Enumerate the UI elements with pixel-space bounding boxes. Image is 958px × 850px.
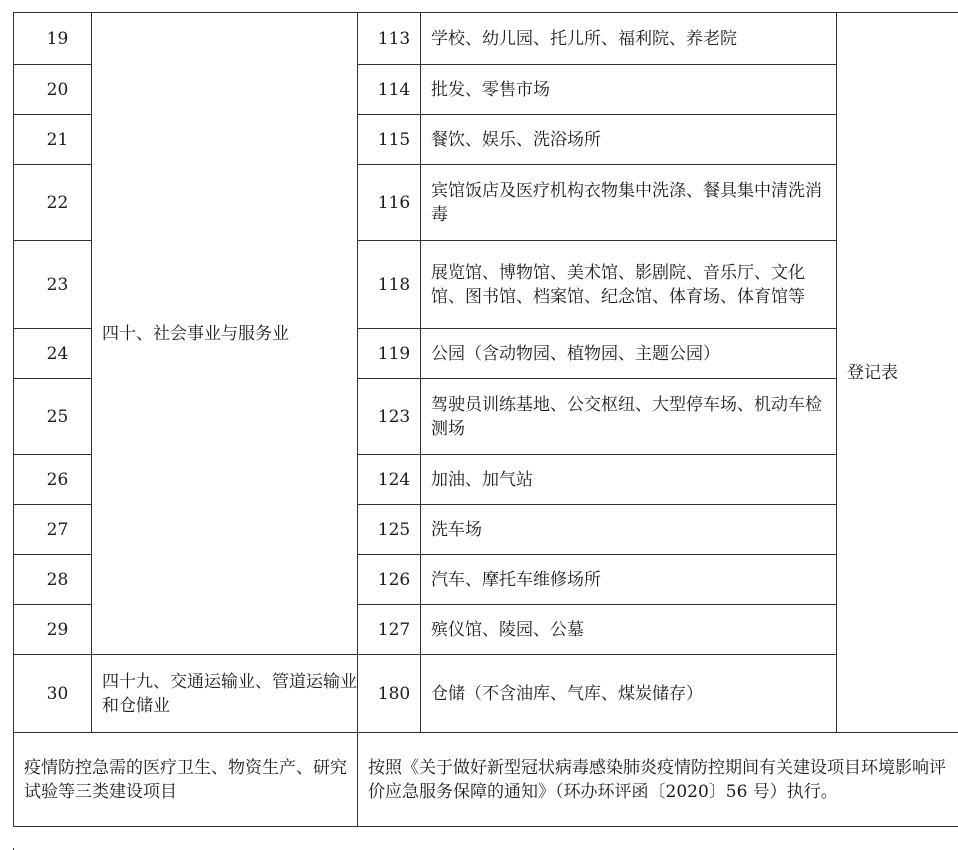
row-code: 126 [358,555,421,605]
row-code: 124 [358,455,421,505]
row-code: 127 [358,605,421,655]
row-item: 驾驶员训练基地、公交枢纽、大型停车场、机动车检测场 [421,379,837,455]
special-projects-row [14,733,958,827]
table-row [14,655,958,733]
row-code: 115 [358,115,421,165]
row-seq: 26 [14,455,92,505]
document-type-cell: 登记表 [837,13,958,733]
row-item: 学校、幼儿园、托儿所、福利院、养老院 [421,13,837,65]
row-code: 180 [358,655,421,733]
row-item: 公园（含动物园、植物园、主题公园） [421,329,837,379]
special-projects-notice: 按照《关于做好新型冠状病毒感染肺炎疫情防控期间有关建设项目环境影响评价应急服务保障的通知》（环办环评函〔2020〕56 号）执行。 [358,733,958,827]
row-code: 113 [358,13,421,65]
row-item: 餐饮、娱乐、洗浴场所 [421,115,837,165]
row-seq: 27 [14,505,92,555]
special-projects-label: 疫情防控急需的医疗卫生、物资生产、研究试验等三类建设项目 [14,733,358,827]
row-seq: 25 [14,379,92,455]
row-code: 116 [358,165,421,241]
row-seq: 21 [14,115,92,165]
row-seq: 23 [14,241,92,329]
category-cell: 四十、社会事业与服务业 [92,13,358,655]
registration-table-page [13,12,958,850]
row-seq: 20 [14,65,92,115]
category-cell: 四十九、交通运输业、管道运输业和仓储业 [92,655,358,733]
row-seq: 28 [14,555,92,605]
row-item: 展览馆、博物馆、美术馆、影剧院、音乐厅、文化馆、图书馆、档案馆、纪念馆、体育场、体育馆等 [421,241,837,329]
row-item: 批发、零售市场 [421,65,837,115]
project-category-table [13,12,958,827]
row-seq: 19 [14,13,92,65]
row-item: 殡仪馆、陵园、公墓 [421,605,837,655]
row-seq: 22 [14,165,92,241]
row-item: 加油、加气站 [421,455,837,505]
row-seq: 29 [14,605,92,655]
row-code: 114 [358,65,421,115]
row-code: 118 [358,241,421,329]
row-item: 洗车场 [421,505,837,555]
row-code: 119 [358,329,421,379]
table-row [14,13,958,65]
row-code: 123 [358,379,421,455]
row-item: 仓储（不含油库、气库、煤炭储存） [421,655,837,733]
row-code: 125 [358,505,421,555]
row-seq: 24 [14,329,92,379]
row-seq: 30 [14,655,92,733]
row-item: 汽车、摩托车维修场所 [421,555,837,605]
row-item: 宾馆饭店及医疗机构衣物集中洗涤、餐具集中清洗消毒 [421,165,837,241]
